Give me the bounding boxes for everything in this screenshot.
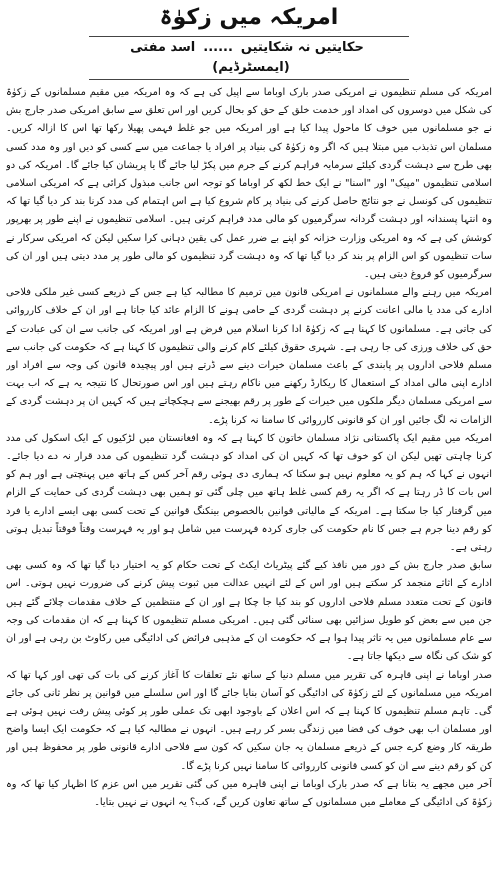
- article-body: [6, 84, 492, 894]
- article-paragraph: امریکہ میں رہنے والے مسلمانوں نے امریکی قانون میں ترمیم کا مطالبہ کیا ہے جس کے ذریعے کسی غیر ملکی فلاحی ادارے کی مدد یا مالی اعانت کرنے پر دہشت گردی کے حامی ہونے کا الزام عائد کیا جاتا ہے اور ان کے خلاف کارروائی کی جاتی ہے۔ مسلمانوں کا کہنا ہے کہ زکوٰۃ ادا کرنا اسلام میں فرض ہے اور امریکہ کی جانب سے ان کی عبادت کے حق کی خلاف ورزی کی جا رہی ہے۔ شہری حقوق کیلئے کام کرنے والی تنظیموں کا کہنا ہے کہ حکومت کی جانب سے مسلم فلاحی اداروں پر پابندی کے باعث مسلمان خیرات دینے سے ڈرتے ہیں اور پیچیدہ قانون کی وجہ سے افراد اور ادارے اپنی مالی امداد کے استعمال کا ریکارڈ رکھنے میں ناکام رہتے ہیں اور اس صورتحال کا نتیجہ یہ ہے کہ اب بہت سے امریکی مسلمان دیگر ملکوں میں خیرات کے طور پر رقم بھیجنے سے ہچکچاتے ہیں کہ کہیں ان پر دہشت گردی کے الزامات نہ لگ جائیں اور ان کو قانونی کارروائی کا سامنا نہ کرنا پڑے۔: [6, 287, 492, 426]
- article-paragraph: امریکہ میں مقیم ایک پاکستانی نژاد مسلمان خاتون کا کہنا ہے کہ وہ افغانستان میں لڑکیوں کے ایک اسکول کی مدد کرنا چاہتی تھیں لیکن ان کو خوف تھا کہ کہیں ان کی امداد کو دہشت گرد تنظیموں کی مدد قرار نہ دے دیا جائے۔ انہوں نے کہا کہ ہم کو یہ معلوم نہیں ہو سکتا کہ ہماری دی ہوئی رقم آخر کس کے ہاتھ میں پہنچتی ہے اور ہم کو اس بات کا ڈر رہتا ہے کہ اگر یہ رقم کسی غلط ہاتھ میں چلی گئی تو ہمیں بھی دہشت گردی کی حمایت کے الزام میں گرفتار کیا جا سکتا ہے۔ امریکہ کے مالیاتی قوانین بالخصوص بینکنگ قوانین کے تحت کسی بھی ایسے ادارے یا فرد کو رقم دینا جرم ہے جس کا نام حکومت کی جاری کردہ فہرست میں شامل ہو اور یہ فہرست وقتاً فوقتاً تبدیل ہوتی رہتی ہے۔: [6, 432, 492, 554]
- article-paragraph: سابق صدر جارج بش کے دور میں نافذ کیے گئے پیٹریاٹ ایکٹ کے تحت حکام کو یہ اختیار دیا گیا تھا کہ وہ کسی بھی ادارے کے اثاثے منجمد کر سکتے ہیں اور اس کے لئے انہیں عدالت میں ثبوت پیش کرنے کی ضرورت نہیں ہوتی۔ اس قانون کے تحت متعدد مسلم فلاحی اداروں کو بند کیا جا چکا ہے اور ان کے منتظمین کے خلاف مقدمات چلائے گئے ہیں جن میں سے بعض کو طویل سزائیں بھی سنائی گئی ہیں۔ امریکی مسلم تنظیموں کا کہنا ہے کہ ان مقدمات کی وجہ سے عام مسلمانوں میں یہ تاثر پیدا ہوا ہے کہ حکومت ان کے مذہبی فرائض کی ادائیگی میں رکاوٹ بن رہی ہے اور ان کو شک کی نگاہ سے دیکھا جاتا ہے۔: [6, 560, 492, 663]
- column-name: حکایتیں نہ شکایتیں: [240, 40, 364, 55]
- byline-separator: ......: [203, 40, 233, 55]
- author-name: اسد مفتی (ایمسٹرڈیم): [130, 40, 290, 75]
- article-byline: [89, 36, 409, 80]
- article-headline: امریکہ میں زکوٰۃ: [159, 5, 339, 30]
- article-paragraph: صدر اوباما نے اپنی قاہرہ کی تقریر میں مسلم دنیا کے ساتھ نئے تعلقات کا آغاز کرنے کی بات کی تھی اور کہا تھا کہ امریکہ میں مسلمانوں کے لئے زکوٰۃ کی ادائیگی کو آسان بنایا جائے گا اور اس سلسلے میں قوانین پر نظر ثانی کی جائے گی۔ تاہم مسلم تنظیموں کا کہنا ہے کہ اس اعلان کے باوجود ابھی تک عملی طور پر کوئی پیش رفت نہیں ہوئی ہے اور مسلمان اب بھی خوف کی فضا میں زندگی بسر کر رہے ہیں۔ انہوں نے مطالبہ کیا ہے کہ حکومت ایک ایسا واضح طریقہ کار وضع کرے جس کے ذریعے مسلمان یہ جان سکیں کہ کون سے فلاحی ادارے قانونی طور پر محفوظ ہیں اور کن کو رقم دینے سے ان کو کسی قانونی کارروائی کا سامنا نہیں کرنا پڑے گا۔: [6, 669, 492, 772]
- article-paragraph: امریکہ کی مسلم تنظیموں نے امریکی صدر بارک اوباما سے اپیل کی ہے کہ وہ امریکہ میں مقیم مسلمانوں کے زکوٰۃ کی شکل میں دوسروں کی امداد اور خدمت خلق کے حق کو بحال کریں اور اس تعلق سے سابق امریکی صدر جارج بش نے جو مسلمانوں میں خوف کا ماحول پیدا کیا ہے اور امریکہ میں جو غلط فہمی پھیلا رکھا تھا اس کا ازالہ کریں۔ مسلمان اس تذبذب میں مبتلا ہیں کہ اگر وہ زکوٰۃ کی بنیاد پر افراد یا جماعت میں سے کسی کو دیں اور وہ مدد کسی بھی طرح سے دہشت گردی کیلئے سرمایہ فراہم کرنے کے جرم میں پکڑ لیا جائے گا یا پریشان کیا جائے گا۔ امریکہ کی دو اسلامی تنظیموں "مپیک" اور "اسنا" نے ایک خط لکھ کر اوباما کو توجہ اس جانب مبذول کرائی ہے کہ امریکی اسلامی تنظیموں کی کونسل نے جو نتائج حاصل کرنے کی بنیاد پر کام شروع کیا ہے اس اہتمام کی مدد کرنا بند کر دیا گیا تھا کہ وہ انتہا پسندانہ اور دہشت گردانہ سرگرمیوں کو مالی مدد فراہم کرتی ہیں۔ اسلامی تنظیموں نے اپنے طور پر بھرپور کوشش کی ہے کہ وہ امریکی وزارت خزانہ کو اپنے بے ضرر عمل کی یقین دہانی کرا سکیں لیکن کہ امریکی سرکار نے سات تنظیموں کو اس الزام پر بند کر دیا گیا تھا کہ وہ دہشت گرد تنظیموں کو مالی طور پر مدد دیتی ہیں اور ان کی سرگرمیوں کو فروغ دیتی ہیں۔: [6, 87, 492, 281]
- article-paragraph: آخر میں مجھے یہ بتانا ہے کہ صدر بارک اوباما نے اپنی قاہرہ میں کی گئی تقریر میں اس عزم کا اظہار کیا تھا کہ وہ زکوٰۃ کی ادائیگی کے معاملے میں مسلمانوں کے ساتھ تعاون کریں گے، کب؟ یہ انہوں نے نہیں بتایا۔: [6, 778, 492, 808]
